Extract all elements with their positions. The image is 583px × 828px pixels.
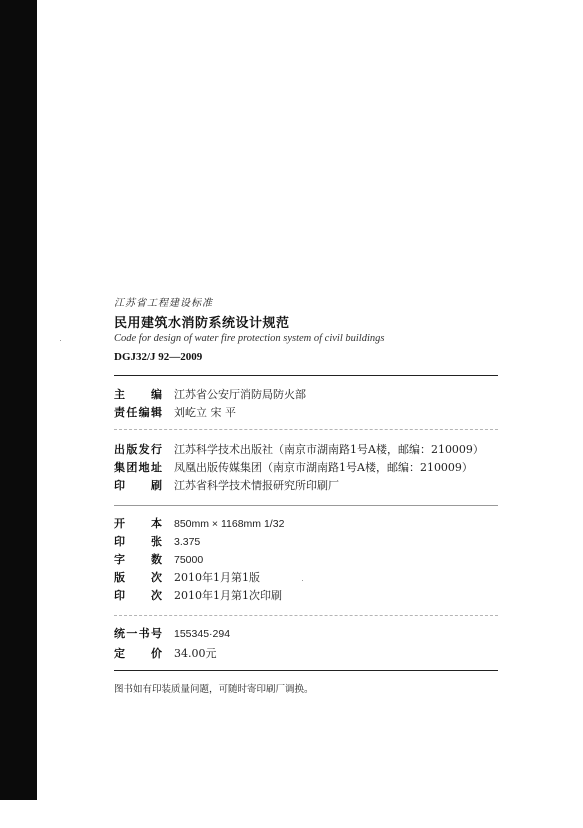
- editor-row: [114, 386, 514, 404]
- publisher-value: 江苏科学技术出版社（南京市湖南路1号A楼，邮编：210009）: [174, 443, 484, 456]
- spec-value: 2010年1月第1版: [174, 571, 260, 584]
- spec-label: 印次: [114, 589, 162, 602]
- publisher-value: 江苏省科学技术情报研究所印刷厂: [174, 479, 339, 492]
- spec-row: [114, 551, 514, 569]
- scan-border: [0, 0, 37, 800]
- spec-value: 850mm × 1168mm 1/32: [174, 518, 285, 530]
- scan-speck: [60, 340, 61, 341]
- publisher-label: 印刷: [114, 479, 162, 492]
- divider: [114, 505, 498, 506]
- publisher-row: [114, 459, 514, 477]
- divider: [114, 615, 498, 616]
- spec-row: [114, 587, 514, 605]
- publisher-label: 出版发行: [114, 443, 162, 456]
- editor-row: [114, 404, 514, 422]
- spec-value: 75000: [174, 554, 204, 566]
- pricing-row: [114, 625, 514, 643]
- pricing-value: 155345·294: [174, 628, 231, 640]
- spec-label: 字数: [114, 553, 162, 566]
- pricing-row: [114, 645, 514, 663]
- standard-code: DGJ32/J 92—2009: [114, 351, 203, 363]
- editor-label: 主编: [114, 388, 162, 401]
- editor-value: 江苏省公安厅消防局防火部: [174, 388, 306, 401]
- pricing-label: 统一书号: [114, 627, 162, 640]
- spec-row: [114, 533, 514, 551]
- spec-label: 印张: [114, 535, 162, 548]
- spec-row: [114, 515, 514, 533]
- pricing-value: 34.00元: [174, 647, 217, 660]
- spec-label: 版次: [114, 571, 162, 584]
- spec-label: 开本: [114, 517, 162, 530]
- book-title-en: Code for design of water fire protection system of civil buildings: [114, 333, 385, 344]
- divider: [114, 670, 498, 671]
- series-title: 江苏省工程建设标准: [114, 298, 213, 309]
- publisher-row: [114, 477, 514, 495]
- publisher-label: 集团地址: [114, 461, 162, 474]
- spec-value: 2010年1月第1次印刷: [174, 589, 282, 602]
- spec-value: 3.375: [174, 536, 201, 548]
- book-title-cn: 民用建筑水消防系统设计规范: [114, 316, 290, 331]
- publisher-row: [114, 441, 514, 459]
- spec-row: [114, 569, 514, 587]
- publisher-value: 凤凰出版传媒集团（南京市湖南路1号A楼，邮编：210009）: [174, 461, 473, 474]
- divider: [114, 429, 498, 430]
- footnote: 图书如有印装质量问题，可随时寄印刷厂调换。: [114, 684, 314, 695]
- editor-value: 刘屹立 宋 平: [174, 406, 236, 419]
- pricing-label: 定价: [114, 647, 162, 660]
- divider: [114, 375, 498, 376]
- editor-label: 责任编辑: [114, 406, 162, 419]
